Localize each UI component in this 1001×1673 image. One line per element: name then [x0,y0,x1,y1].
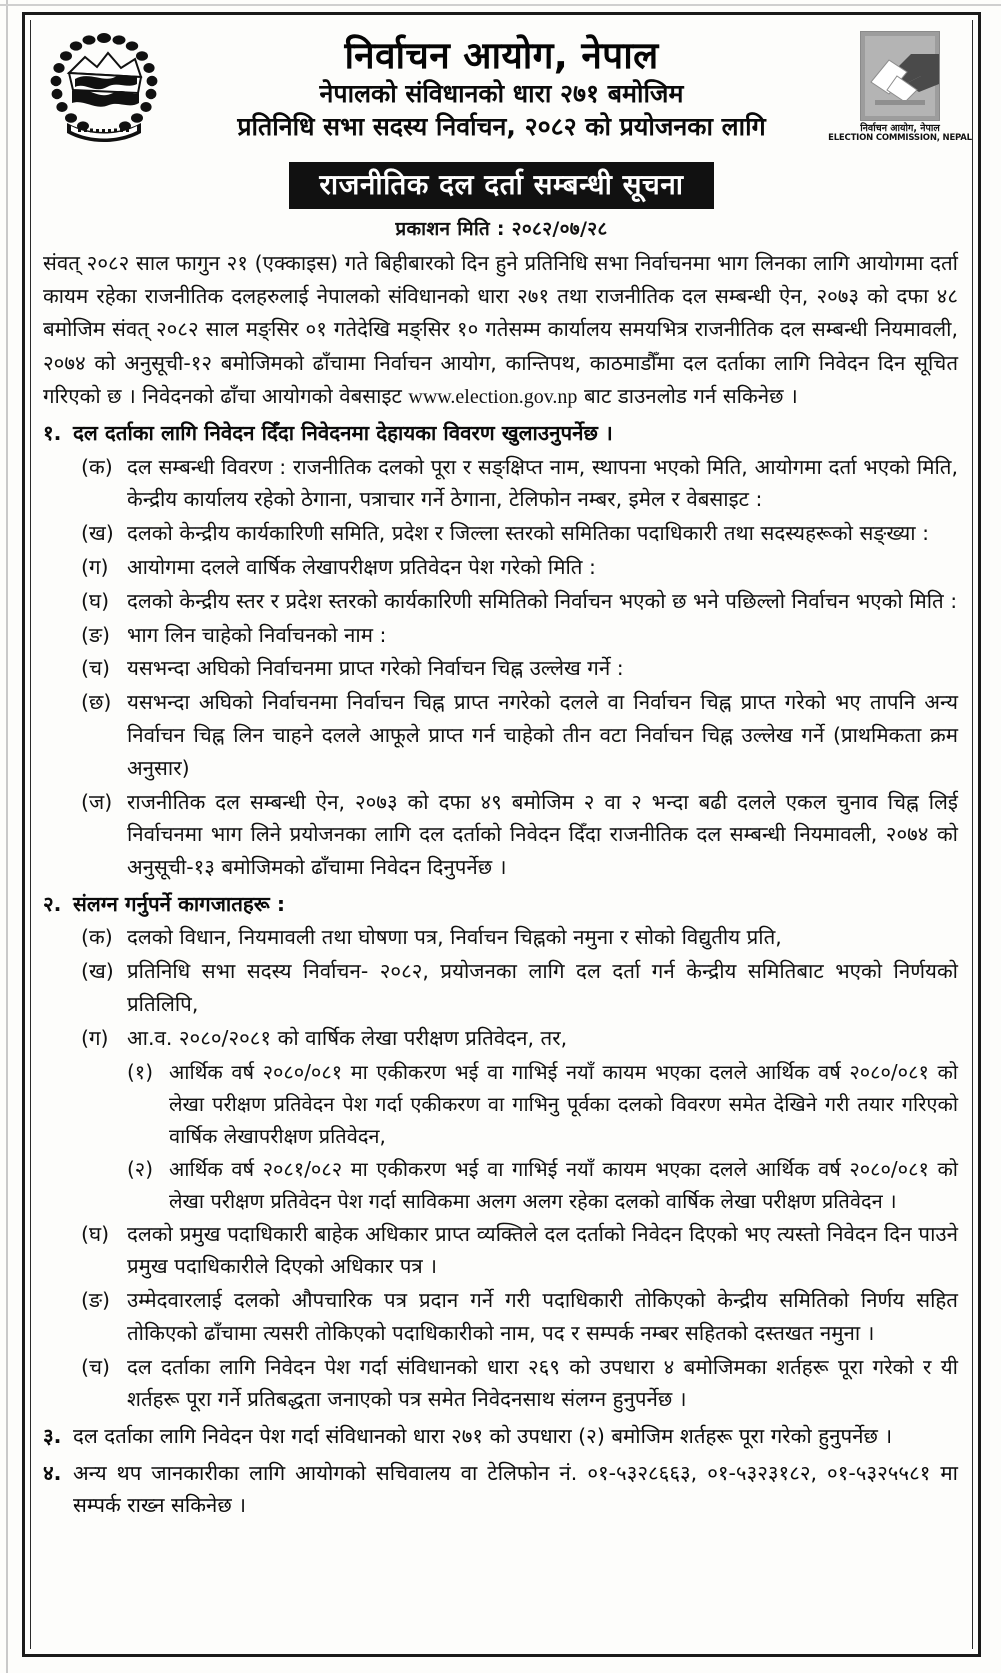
publication-date: प्रकाशन मिति : २०८२/०७/२८ [395,218,608,240]
section-1-item-chha [43,686,958,784]
item-text: आयोगमा दलले वार्षिक लेखापरीक्षण प्रतिवेदन पेश गरेको मिति : [127,554,596,579]
intro-text-lead: संवत् २०८२ साल फागुन २१ (एक्काइस) गते बिहीबारको दिन हुने प्रतिनिधि सभा निर्वाचनमा भाग लिनका लागि आयोगमा दर्ता कायम रहेका राजनीतिक दलहरुलाई नेपालको संविधानको धारा २७१ तथा राजनीतिक दल सम्बन्धी ऐन, २०७३ को दफा ४८ बमोजिम संवत् २०८२ साल मङ्सिर ०१ गतेदेखि मङ्सिर १० गतेसम्म कार्यालय समयभित्र राजनीतिक दल सम्बन्धी नियमावली, २०७४ को अनुसूची-१२ बमोजिमको ढाँचामा निर्वाचन आयोग, कान्तिपथ, काठमाडौँमा दल दर्ताका लागि निवेदन दिन सूचित गरिएको छ । निवेदनको ढाँचा आयोगको वेबसाइट [43,251,958,408]
item-marker: (ग) [81,1025,109,1050]
item-text: दल सम्बन्धी विवरण : राजनीतिक दलको पूरा र सङ्क्षिप्त नाम, स्थापना भएको मिति, आयोगमा दर्ता भएको मिति, केन्द्रीय कार्यालय रहेको ठेगाना, पत्राचार गर्ने ठेगाना, टेलिफोन नम्बर, इमेल र वेबसाइट : [127,454,958,512]
section-3-text: दल दर्ताका लागि निवेदन पेश गर्दा संविधानको धारा २७१ को उपधारा (२) बमोजिम शर्तहरू पूरा गरेको हुनुपर्नेछ । [73,1424,893,1449]
section-1-item-nga [43,619,958,652]
header-titles [163,27,840,142]
subitem-text: आर्थिक वर्ष २०८१/०८२ मा एकीकरण भई वा गाभिई नयाँ कायम भएका दलले आर्थिक वर्ष २०८०/०८१ को लेखा परीक्षण प्रतिवेदन पेश गर्दा साविकमा अलग अलग रहेका दलको वार्षिक लेखा परीक्षण प्रतिवेदन । [169,1156,958,1213]
item-text: राजनीतिक दल सम्बन्धी ऐन, २०७३ को दफा ४९ बमोजिम २ वा २ भन्दा बढी दलले एकल चुनाव चिह्न लिई निर्वाचनमा भाग लिने प्रयोजनका लागि दल दर्ताको निवेदन दिँदा राजनीतिक दल सम्बन्धी नियमावली, २०७४ को अनुसूची-१३ बमोजिमको ढाँचामा निवेदन दिनुपर्नेछ । [127,789,958,880]
section-1-item-kha [43,517,958,550]
item-text: दलको प्रमुख पदाधिकारी बाहेक अधिकार प्राप्त व्यक्तिले दल दर्ताको निवेदन दिएको भए त्यस्तो निवेदन दिन पाउने प्रमुख पदाधिकारीले दिएको अधिकार पत्र । [127,1221,958,1279]
item-marker: (घ) [81,588,110,613]
ballot-hand-icon [860,31,940,121]
section-2-heading: संलग्न गर्नुपर्ने कागजातहरू : [73,891,286,916]
item-text: भाग लिन चाहेको निर्वाचनको नाम : [127,622,387,647]
section-2-marker: २. [43,891,62,916]
section-2-item-ka [43,921,958,954]
notice-header [39,21,972,155]
ec-logo-caption [828,124,972,143]
section-1-heading: दल दर्ताका लागि निवेदन दिँदा निवेदनमा देहायका विवरण खुलाउनुपर्नेछ । [73,421,613,446]
notice-border-frame [22,12,981,1657]
section-2-item-ga-sub-2 [43,1153,958,1217]
section-4-marker: ४. [43,1460,62,1485]
nepal-coat-of-arms-icon [45,27,163,155]
item-text: यसभन्दा अघिको निर्वाचनमा प्राप्त गरेको निर्वाचन चिह्न उल्लेख गर्ने : [127,656,624,681]
section-1-item-ga [43,551,958,584]
section-2-item-gha [43,1218,958,1284]
intro-text-tail: बाट डाउनलोड गर्न सकिनेछ । [577,383,798,408]
subitem-marker: (२) [127,1156,154,1181]
subitem-marker: (१) [127,1059,154,1084]
section-1-item-ka [43,451,958,517]
item-marker: (घ) [81,1221,110,1246]
election-commission-logo [828,27,972,143]
section-1 [43,417,958,449]
item-marker: (ज) [81,789,113,814]
notice-body [39,247,964,1521]
subitem-text: आर्थिक वर्ष २०८०/०८१ मा एकीकरण भई वा गाभिई नयाँ कायम भएका दलले आर्थिक वर्ष २०८०/०८१ को लेखा परीक्षण प्रतिवेदन पेश गर्दा एकीकरण वा गाभिनु पूर्वका दलको विवरण समेत देखिने गरी तयार गरिएको वार्षिक लेखापरीक्षण प्रतिवेदन, [169,1059,958,1148]
item-marker: (ङ) [81,1288,111,1313]
section-4-contact-text: अन्य थप जानकारीका लागि आयोगको सचिवालय वा टेलिफोन नं. ०१-५३२८६६३, ०१-५३२३१८२, ०१-५३२५५८१ मा सम्पर्क राख्न सकिनेछ । [73,1460,958,1518]
section-3-marker: ३. [43,1424,62,1449]
scan-edge-top [0,4,1001,6]
item-marker: (ख) [81,521,114,546]
item-marker: (च) [81,656,111,681]
section-2-item-ga-sub-1 [43,1056,958,1152]
intro-paragraph [43,247,958,413]
item-text: दलको विधान, नियमावली तथा घोषणा पत्र, निर्वाचन चिह्नको नमुना र सोको विद्युतीय प्रति, [127,925,782,950]
item-marker: (ङ) [81,622,111,647]
section-1-item-gha [43,585,958,618]
item-marker: (क) [81,454,113,479]
election-purpose-line: प्रतिनिधि सभा सदस्य निर्वाचन, २०८२ को प्रयोजनका लागि [237,111,766,141]
item-text: दलको केन्द्रीय कार्यकारिणी समिति, प्रदेश र जिल्ला स्तरको समितिका पदाधिकारी तथा सदस्यहरूको सङ्ख्या : [127,521,929,546]
section-2-item-ga [43,1022,958,1055]
item-marker: (ग) [81,554,109,579]
section-2-item-cha [43,1351,958,1417]
item-text: प्रतिनिधि सभा सदस्य निर्वाचन- २०८२, प्रयोजनका लागि दल दर्ता गर्न केन्द्रीय समितिबाट भएको निर्णयको प्रतिलिपि, [127,959,958,1016]
section-2-item-kha [43,955,958,1021]
item-marker: (च) [81,1354,111,1379]
notice-banner-title: राजनीतिक दल दर्ता सम्बन्धी सूचना [289,162,713,209]
section-1-marker: १. [43,421,62,446]
scan-edge-left [6,0,8,1673]
organization-title: निर्वाचन आयोग, नेपाल [344,34,659,77]
item-text: यसभन्दा अघिको निर्वाचनमा निर्वाचन चिह्न प्राप्त नगरेको दलले वा निर्वाचन चिह्न प्राप्त गरेको भए तापनि अन्य निर्वाचन चिह्न लिन चाहने दलले आफूले प्राप्त गर्न चाहेको तीन वटा निर्वाचन चिह्न उल्लेख गर्ने (प्राथमिकता क्रम अनुसार) [127,690,958,780]
item-text: दलको केन्द्रीय स्तर र प्रदेश स्तरको कार्यकारिणी समितिको निर्वाचन भएको छ भने पछिल्लो निर्वाचन भएको मिति : [127,588,958,613]
section-1-item-ja [43,786,958,884]
ec-logo-english-text: ELECTION COMMISSION, NEPAL [828,132,972,143]
item-marker: (क) [81,925,113,950]
commission-website-url[interactable]: www.election.gov.np [408,385,578,408]
item-text: आ.व. २०८०/२०८१ को वार्षिक लेखा परीक्षण प्रतिवेदन, तर, [127,1025,568,1050]
section-2-item-nga [43,1284,958,1350]
section-1-item-cha [43,652,958,685]
item-marker: (छ) [81,690,112,715]
item-text: दल दर्ताका लागि निवेदन पेश गर्दा संविधानको धारा २६९ को उपधारा ४ बमोजिमका शर्तहरू पूरा गरेको र यी शर्तहरू पूरा गर्ने प्रतिबद्धता जनाएको पत्र समेत निवेदनसाथ संलग्न हुनुपर्नेछ । [127,1354,958,1412]
section-2 [43,888,958,920]
ec-logo-nepali-text: निर्वाचन आयोग, नेपाल [860,123,940,134]
constitution-article-line: नेपालको संविधानको धारा २७१ बमोजिम [319,79,684,109]
section-3 [43,1420,958,1452]
item-marker: (ख) [81,959,114,984]
section-4 [43,1457,958,1522]
item-text: उम्मेदवारलाई दलको औपचारिक पत्र प्रदान गर्ने गरी पदाधिकारी तोकिएको केन्द्रीय समितिको निर्णय सहित तोकिएको ढाँचामा त्यसरी तोकिएको पदाधिकारीको नाम, पद र सम्पर्क नम्बर सहितको दस्तखत नमुना । [127,1288,958,1345]
banner-container [39,162,964,209]
